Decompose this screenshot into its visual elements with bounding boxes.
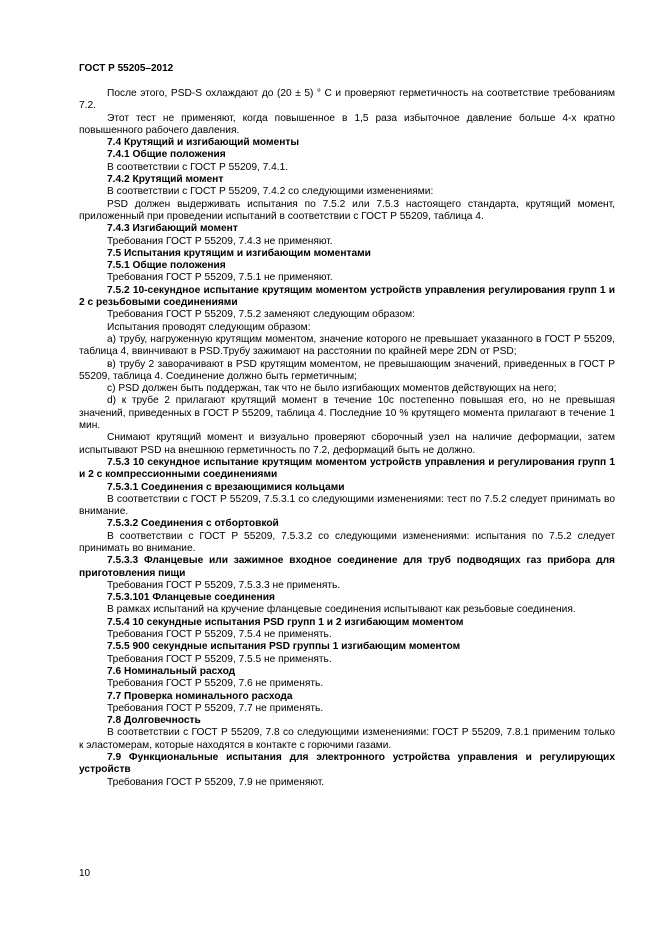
paragraph: В соответствии с ГОСТ Р 55209, 7.5.3.1 со следующими изменениями: тест по 7.5.2 следует принимать во внимание. [79,493,615,518]
paragraph: d) к трубе 2 прилагают крутящий момент в течение 10с постепенно повышая его, но не превышая значений, приведенных в ГОСТ Р 55209, таблица 4. Последние 10 % крутящего момента прилагают в течение 1 мин. [79,395,615,432]
paragraph: Требования ГОСТ Р 55209, 7.6 не применять. [107,678,324,690]
section-heading: 7.5.3 10 секундное испытание крутящим моментом устройств управления и регулирования групп 1 и 2 с компрессионными соединениями [79,456,615,481]
paragraph: Требования ГОСТ Р 55209, 7.5.1 не применяют. [107,272,333,284]
paragraph: Этот тест не применяют, когда повышенное в 1,5 раза избыточное давление больше 4-х кратно повышенного рабочего давления. [79,112,615,136]
paragraph: Требования ГОСТ Р 55209, 7.5.2 заменяют следующим образом: [107,309,415,321]
paragraph: а) трубу, нагруженную крутящим моментом, значение которого не превышает указанного в ГОСТ Р 55209, таблица 4, ввинчивают в PSD.Трубу зажимают на расстоянии по крайней мере 2DN от PSD; [79,333,615,358]
paragraph: Требования ГОСТ Р 55209, 7.5.4 не применять. [107,629,332,641]
paragraph: В рамках испытаний на кручение фланцевые соединения испытывают как резьбовые соединения. [107,604,576,616]
paragraph: Снимают крутящий момент и визуально проверяют сборочный узел на наличие деформации, затем испытывают PSD на внешнюю герметичность по 7.2, деформаций быть не должно. [79,432,615,456]
section-heading: 7.5.5 900 секундные испытания PSD группы 1 изгибающим моментом [107,641,461,653]
paragraph: Испытания проводят следующим образом: [107,321,311,333]
paragraph: В соответствии с ГОСТ Р 55209, 7.8 со следующими изменениями: ГОСТ Р 55209, 7.8.1 применим только к эластомерам, которые находятся в контакте с горючими газами. [79,727,615,751]
section-heading: 7.5 Испытания крутящим и изгибающим моментами [107,247,371,259]
section-heading: 7.5.3.1 Соединения с врезающимися кольцами [107,481,345,493]
paragraph: Требования ГОСТ Р 55209, 7.9 не применяют. [107,776,325,788]
paragraph: После этого, PSD-S охлаждают до (20 ± 5) ° С и проверяют герметичность на соответствие требованиям 7.2. [79,88,615,112]
paragraph: Требования ГОСТ Р 55209, 7.4.3 не применяют. [107,235,333,247]
paragraph: Требования ГОСТ Р 55209, 7.5.5 не применять. [107,653,332,665]
section-heading: 7.7 Проверка номинального расхода [107,690,293,702]
section-heading: 7.9 Функциональные испытания для электронного устройства управления и регулирующих устройств [79,752,615,776]
document-header: ГОСТ Р 55205–2012 [79,63,174,74]
paragraph: в) трубу 2 заворачивают в PSD крутящим моментом, не превышающим значений, приведенных в ГОСТ Р 55209, таблица 4. Соединение должно быть герметичным; [79,358,615,382]
paragraph: с) PSD должен быть поддержан, так что не было изгибающих моментов действующих на него; [107,383,557,395]
section-heading: 7.5.3.2 Соединения с отбортовкой [107,518,279,530]
paragraph: В соответствии с ГОСТ Р 55209, 7.4.1. [107,161,289,173]
paragraph: В соответствии с ГОСТ Р 55209, 7.4.2 со следующими изменениями: [107,186,434,198]
section-heading: 7.5.4 10 секундные испытания PSD групп 1 и 2 изгибающим моментом [107,616,464,628]
section-heading: 7.8 Долговечность [107,715,201,727]
paragraph: PSD должен выдерживать испытания по 7.5.2 или 7.5.3 настоящего стандарта, крутящий момент, приложенный при проведении испытаний в соответствии с ГОСТ Р 55209, таблица 4. [79,198,615,222]
section-heading: 7.5.3.3 Фланцевые или зажимное входное соединение для труб подводящих газ прибора для приготовления пищи [79,555,615,579]
paragraph: В соответствии с ГОСТ Р 55209, 7.5.3.2 со следующими изменениями: испытания по 7.5.2 следует принимать во внимание. [79,530,615,554]
paragraph: Требования ГОСТ Р 55209, 7.5.3.3 не применять. [107,579,341,591]
section-heading: 7.4 Крутящий и изгибающий моменты [107,137,300,149]
section-heading: 7.5.3.101 Фланцевые соединения [107,592,275,604]
section-heading: 7.6 Номинальный расход [107,665,236,677]
section-heading: 7.4.3 Изгибающий момент [107,223,238,235]
paragraph: Требования ГОСТ Р 55209, 7.7 не применять. [107,702,324,714]
page-number: 10 [79,868,91,879]
section-heading: 7.5.1 Общие положения [107,260,226,272]
document-body [79,88,615,789]
section-heading: 7.5.2 10-секундное испытание крутящим моментом устройств управления регулирования групп 1 и 2 с резьбовыми соединениями [79,284,615,309]
section-heading: 7.4.1 Общие положения [107,149,226,161]
section-heading: 7.4.2 Крутящий момент [107,174,224,186]
